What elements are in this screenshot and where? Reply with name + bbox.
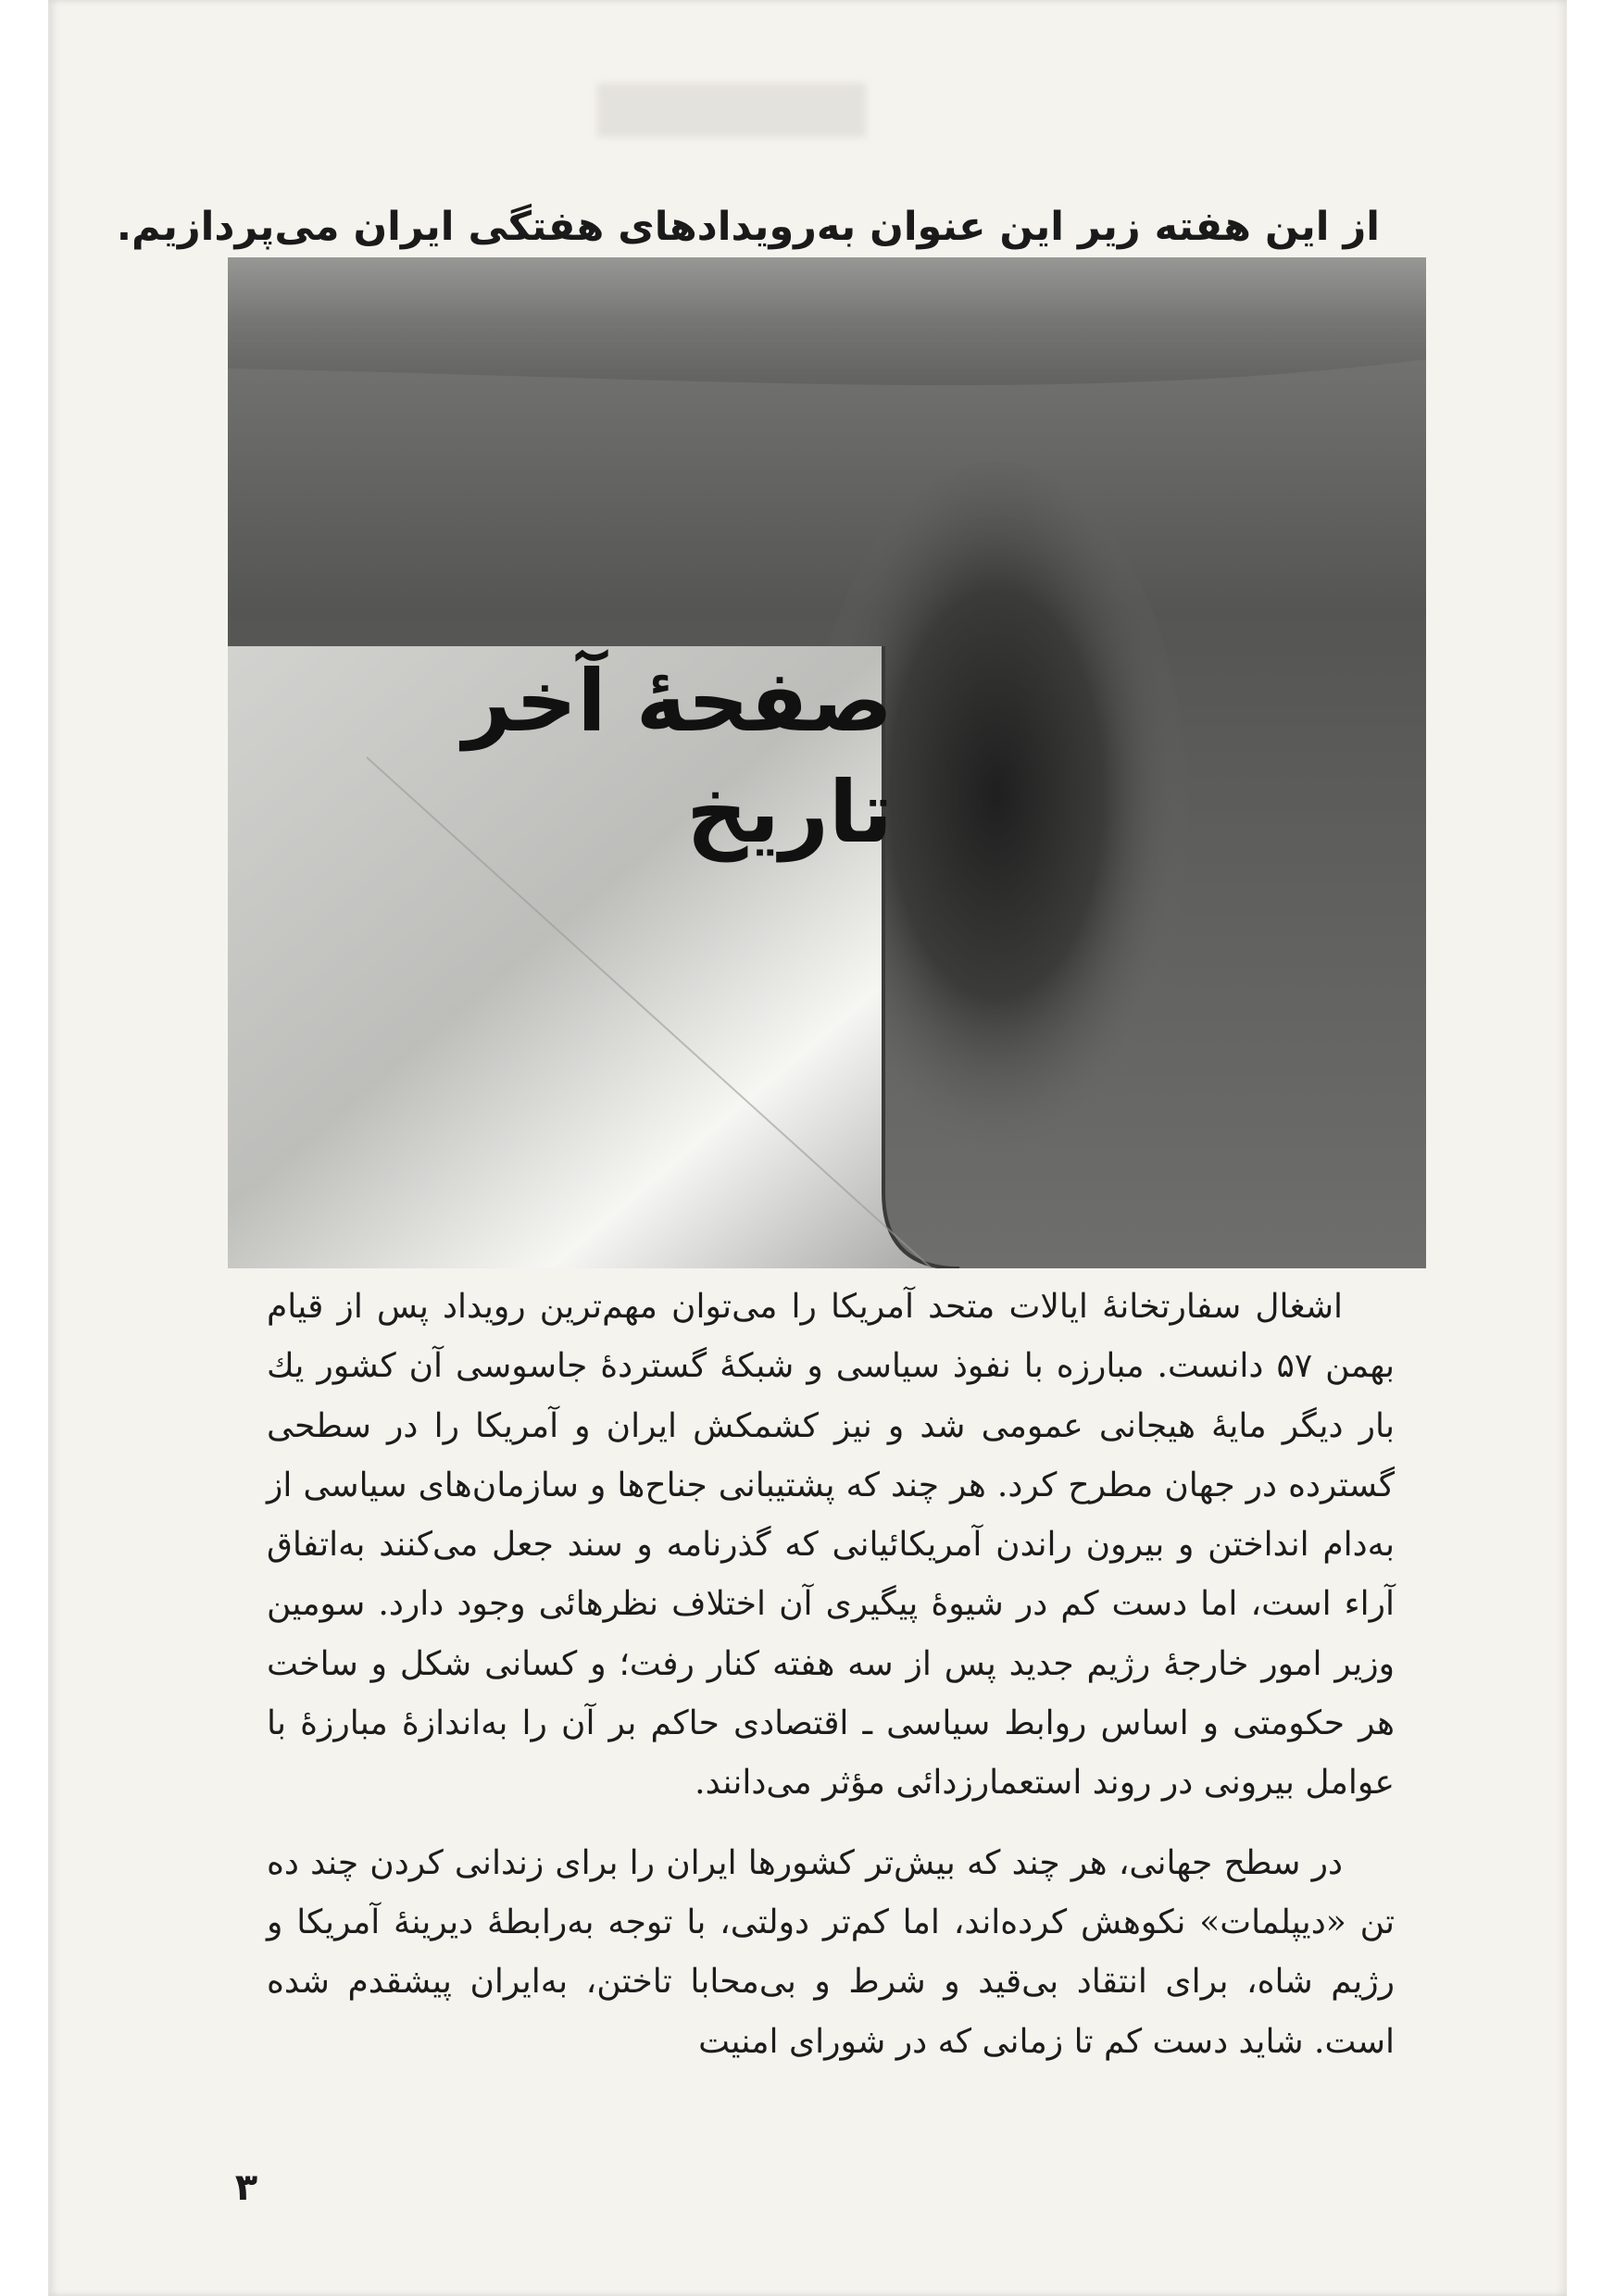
page-number: ۳ — [234, 2166, 258, 2209]
header-title-line1: صفحهٔ آخر — [462, 652, 893, 751]
article-paragraph-2: در سطح جهانی، هر چند که بیش‌تر کشورها ایران را برای زندانی کردن چند ده تن «دیپلمات» نکوهش کرده‌اند، اما کم‌تر دولتی، با توجه به‌رابطهٔ دیرینهٔ آمریکا و رژیم شاه، برای انتقاد بی‌قید و شرط و بی‌محابا تاختن، به‌ایران پیشقدم شده است. شاید دست کم تا زمانی که در شورای امنیت — [267, 1843, 1395, 2061]
header-image — [228, 257, 1426, 1268]
header-title — [228, 646, 893, 868]
header-title-line2: تاریخ — [686, 763, 893, 862]
scan-smudge — [597, 83, 866, 137]
article-paragraph-1: اشغال سفارتخانهٔ ایالات متحد آمریکا را می‌توان مهم‌ترین رویداد پس از قیام بهمن ۵۷ دانست. مبارزه با نفوذ سیاسی و شبکهٔ گستردهٔ جاسوسی آن کشور یك بار دیگر مایهٔ هیجانی عمومی شد و نیز کشمکش ایران و آمریکا را در سطحی گسترده در جهان مطرح کرد. هر چند که پشتیبانی جناح‌ها و سازمان‌های سیاسی از به‌دام انداختن و بیرون راندن آمریکائیانی که گذرنامه و سند جعل می‌کنند به‌اتفاق آراء است، اما دست کم در شیوهٔ پیگیری آن اختلاف نظرهائی وجود دارد. سومین وزیر امور خارجهٔ رژیم جدید پس از سه هفته کنار رفت؛ و کسانی شکل و ساخت هر حکومتی و اساس روابط سیاسی ـ اقتصادی حاکم بر آن را به‌اندازهٔ مبارزهٔ با عوامل بیرونی در روند استعمارزدائی مؤثر می‌دانند. — [267, 1288, 1395, 1803]
article-body — [267, 1278, 1395, 2072]
intro-line: از این هفته زیر این عنوان به‌رویدادهای هفتگی ایران می‌پردازیم. — [116, 204, 1380, 250]
